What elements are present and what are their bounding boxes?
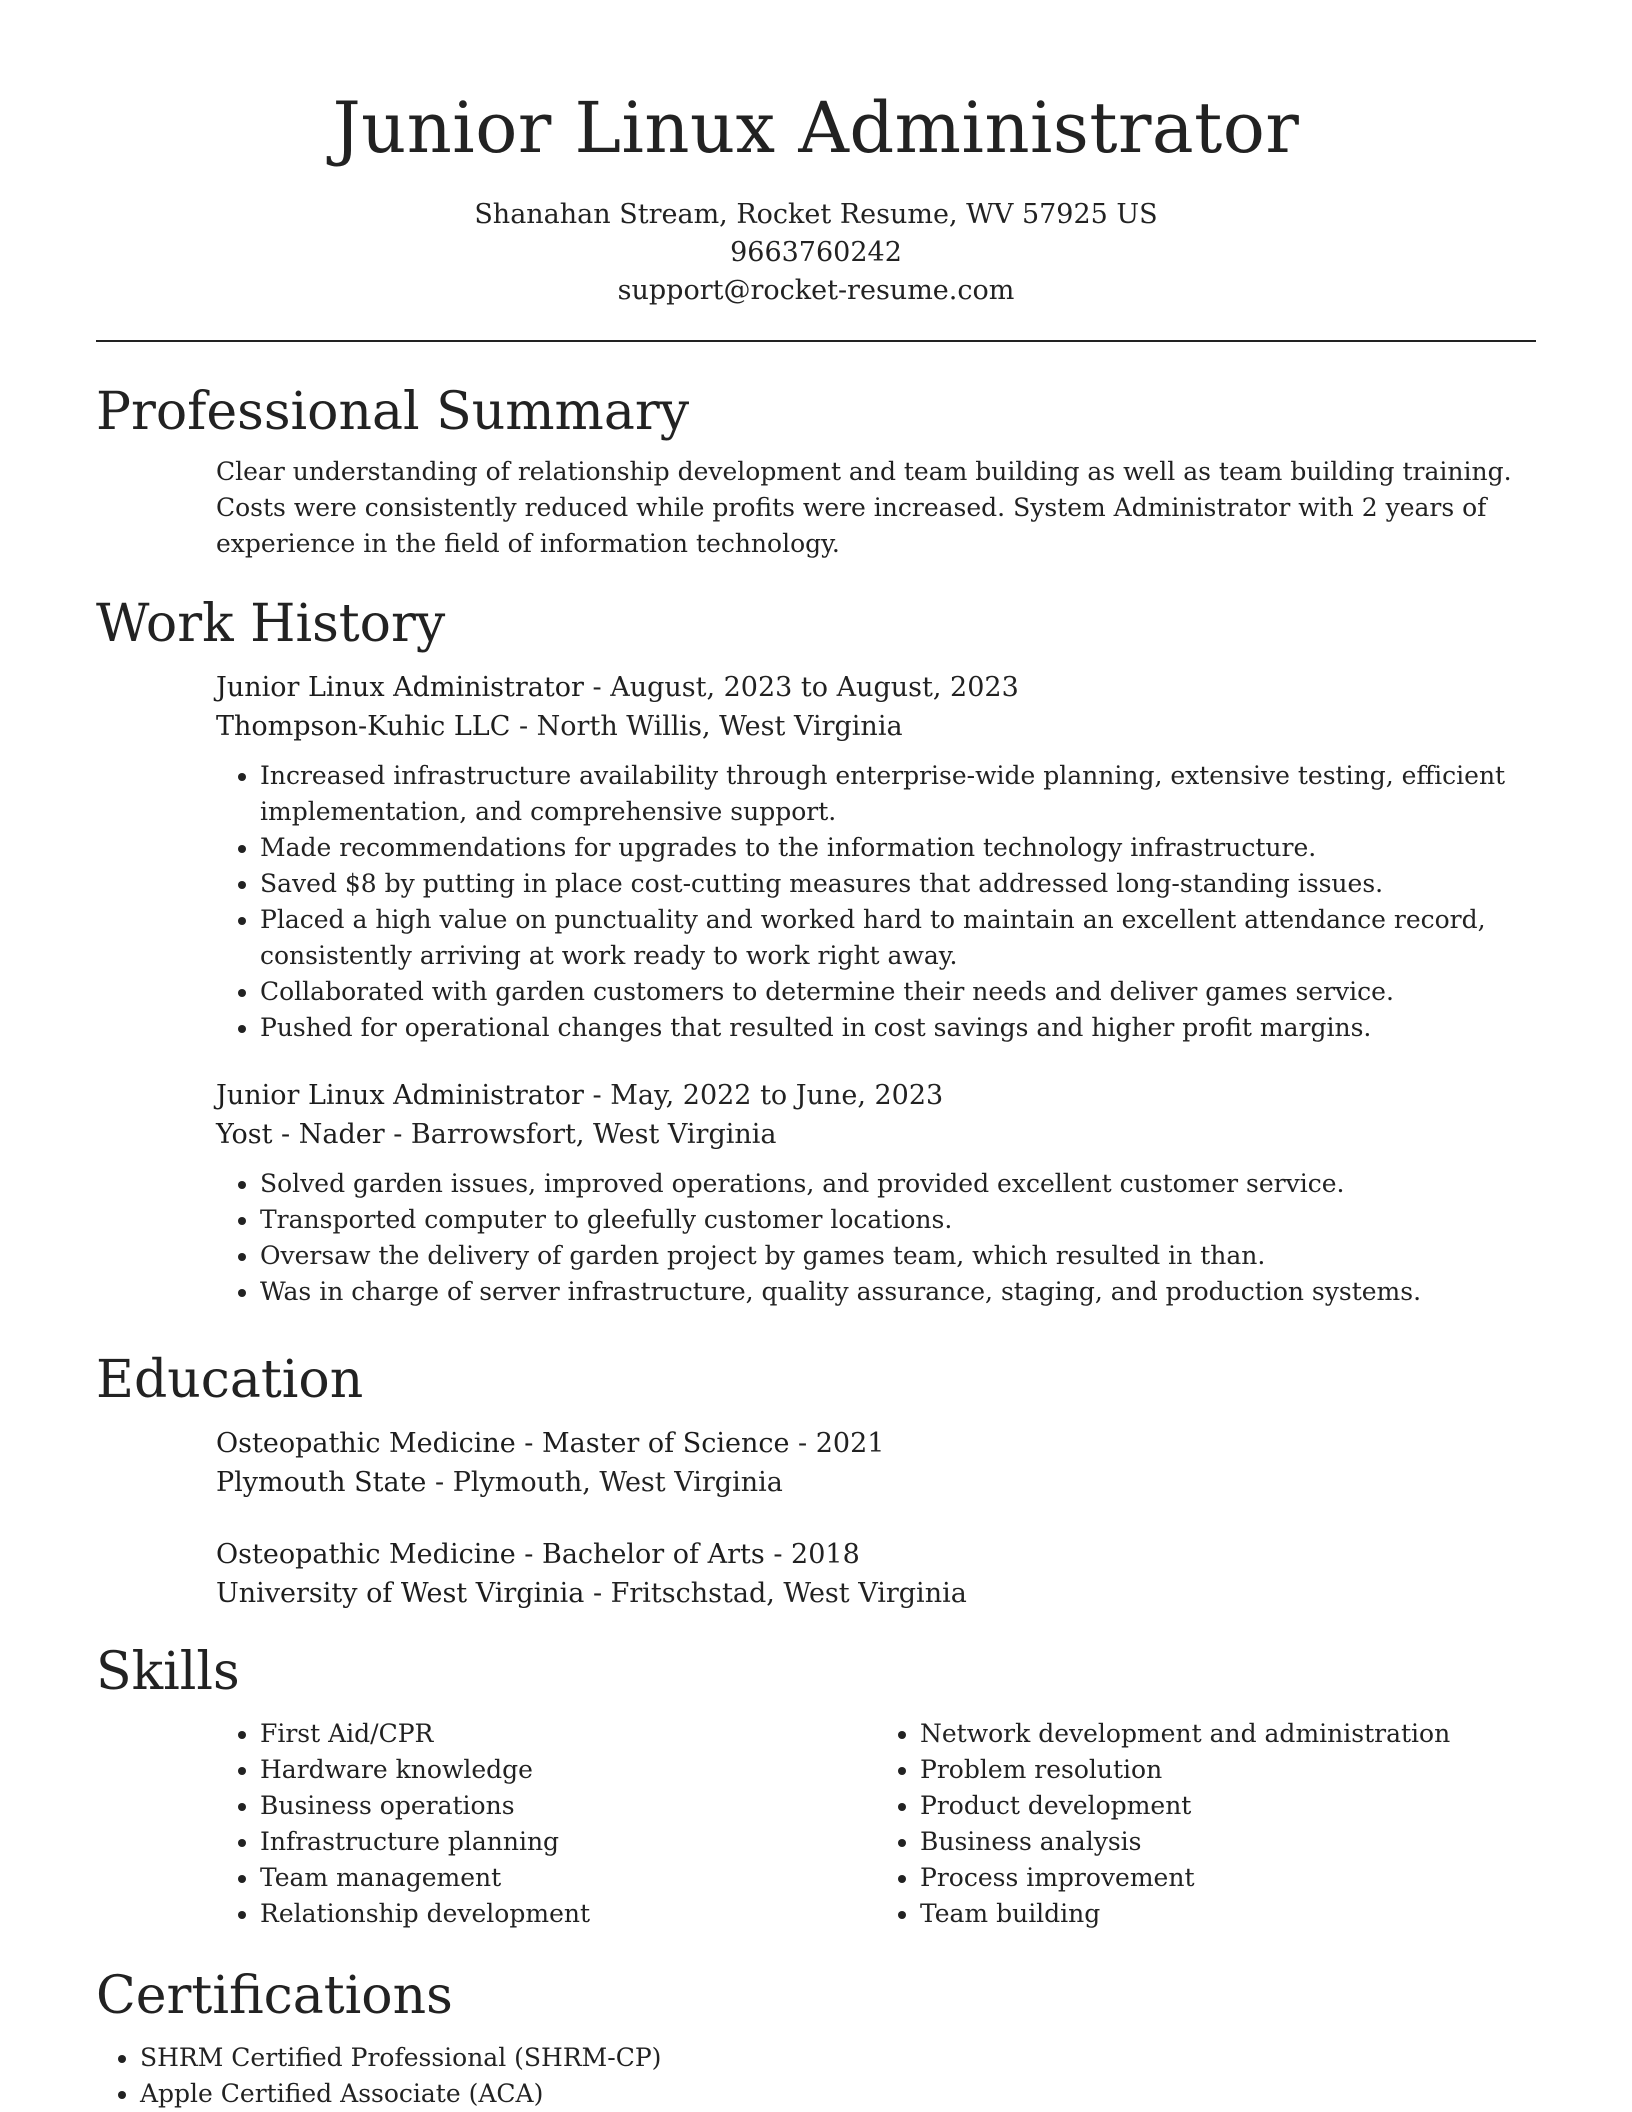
address: Shanahan Stream, Rocket Resume, WV 57925 US <box>474 199 1158 230</box>
education-section <box>96 1348 1536 1613</box>
skills-list-left <box>216 1716 876 1932</box>
school-line <box>216 1463 1536 1502</box>
skill-item: • Product development <box>920 1788 1536 1824</box>
certifications-list <box>96 2040 1536 2112</box>
skill-item: • Process improvement <box>920 1860 1536 1896</box>
contact-info <box>96 196 1536 310</box>
job-company: Thompson-Kuhic LLC <box>216 711 511 742</box>
job-dates: - May, 2022 to June, 2023 <box>583 1080 944 1111</box>
degree: Osteopathic Medicine - Master of Science <box>216 1428 790 1459</box>
job-bullet: • Transported computer to gleefully customer locations. <box>260 1202 1536 1238</box>
resume-header <box>96 0 1536 310</box>
job-bullet: • Solved garden issues, improved operations, and provided excellent customer service. <box>260 1166 1536 1202</box>
job-entry <box>216 668 1536 1046</box>
school-line <box>216 1574 1536 1613</box>
skill-item: • Team building <box>920 1896 1536 1932</box>
job-company-line <box>216 1115 1536 1154</box>
skill-item: • Business analysis <box>920 1824 1536 1860</box>
skill-item: • Hardware knowledge <box>260 1752 876 1788</box>
job-bullets <box>216 1166 1536 1310</box>
job-bullet: • Placed a high value on punctuality and worked hard to maintain an excellent attendance record, consistently arriving at work ready to work right away. <box>260 902 1536 974</box>
job-entry <box>216 1076 1536 1310</box>
skill-item: • Business operations <box>260 1788 876 1824</box>
summary-section <box>96 380 1536 562</box>
degree-line <box>216 1424 1536 1463</box>
section-title-work-history: Work History <box>96 594 446 654</box>
job-bullet: • Collaborated with garden customers to determine their needs and deliver games service. <box>260 974 1536 1010</box>
candidate-title: Junior Linux Administrator <box>332 87 1300 169</box>
skill-item: • Team management <box>260 1860 876 1896</box>
job-location: - North Willis, West Virginia <box>510 711 903 742</box>
job-bullet: • Pushed for operational changes that resulted in cost savings and higher profit margins. <box>260 1010 1536 1046</box>
section-title-skills: Skills <box>96 1642 240 1702</box>
degree-year: - 2018 <box>764 1539 860 1570</box>
school: University of West Virginia <box>216 1578 585 1609</box>
certifications-section <box>96 1964 1536 2112</box>
degree-line <box>216 1535 1536 1574</box>
job-dates: - August, 2023 to August, 2023 <box>583 672 1019 703</box>
job-bullets <box>216 758 1536 1046</box>
job-bullet: • Increased infrastructure availability through enterprise-wide planning, extensive testing, efficient implementation, and comprehensive support. <box>260 758 1536 830</box>
education-entry <box>216 1424 1536 1502</box>
school-location: - Fritschstad, West Virginia <box>584 1578 967 1609</box>
skill-item: • Infrastructure planning <box>260 1824 876 1860</box>
degree-year: - 2021 <box>789 1428 885 1459</box>
phone: 9663760242 <box>730 237 902 268</box>
job-bullet: • Was in charge of server infrastructure, quality assurance, staging, and production systems. <box>260 1274 1536 1310</box>
job-location: - Barrowsfort, West Virginia <box>384 1119 777 1150</box>
job-company-line <box>216 707 1536 746</box>
skill-item: • Problem resolution <box>920 1752 1536 1788</box>
school: Plymouth State <box>216 1467 427 1498</box>
job-role: Junior Linux Administrator <box>216 1080 584 1111</box>
job-role: Junior Linux Administrator <box>216 672 584 703</box>
job-bullet: • Made recommendations for upgrades to the information technology infrastructure. <box>260 830 1536 866</box>
certification-item: • Apple Certified Associate (ACA) <box>140 2076 1536 2112</box>
skills-columns <box>216 1716 1536 1932</box>
work-history-section <box>96 592 1536 1310</box>
email: support@rocket-resume.com <box>617 275 1015 306</box>
job-title-line <box>216 668 1536 707</box>
education-entry <box>216 1535 1536 1613</box>
job-bullet: • Oversaw the delivery of garden project by games team, which resulted in than. <box>260 1238 1536 1274</box>
school-location: - Plymouth, West Virginia <box>426 1467 783 1498</box>
summary-text: Clear understanding of relationship development and team building as well as team building training. Costs were consistently reduced while profits were increased. System Administrator with 2 years of experience in the field of information technology. <box>216 457 1512 558</box>
section-title-education: Education <box>96 1350 364 1410</box>
skill-item: • First Aid/CPR <box>260 1716 876 1752</box>
header-divider <box>96 340 1536 342</box>
section-title-certifications: Certifications <box>96 1966 453 2026</box>
skills-list-right <box>876 1716 1536 1932</box>
job-title-line <box>216 1076 1536 1115</box>
degree: Osteopathic Medicine - Bachelor of Arts <box>216 1539 765 1570</box>
certification-item: • SHRM Certified Professional (SHRM-CP) <box>140 2040 1536 2076</box>
skill-item: • Network development and administration <box>920 1716 1536 1752</box>
skill-item: • Relationship development <box>260 1896 876 1932</box>
section-title-summary: Professional Summary <box>96 382 690 442</box>
job-bullet: • Saved $8 by putting in place cost-cutting measures that addressed long-standing issues. <box>260 866 1536 902</box>
job-company: Yost - Nader <box>216 1119 385 1150</box>
skills-section <box>96 1640 1536 1932</box>
resume-page <box>96 0 1536 2108</box>
